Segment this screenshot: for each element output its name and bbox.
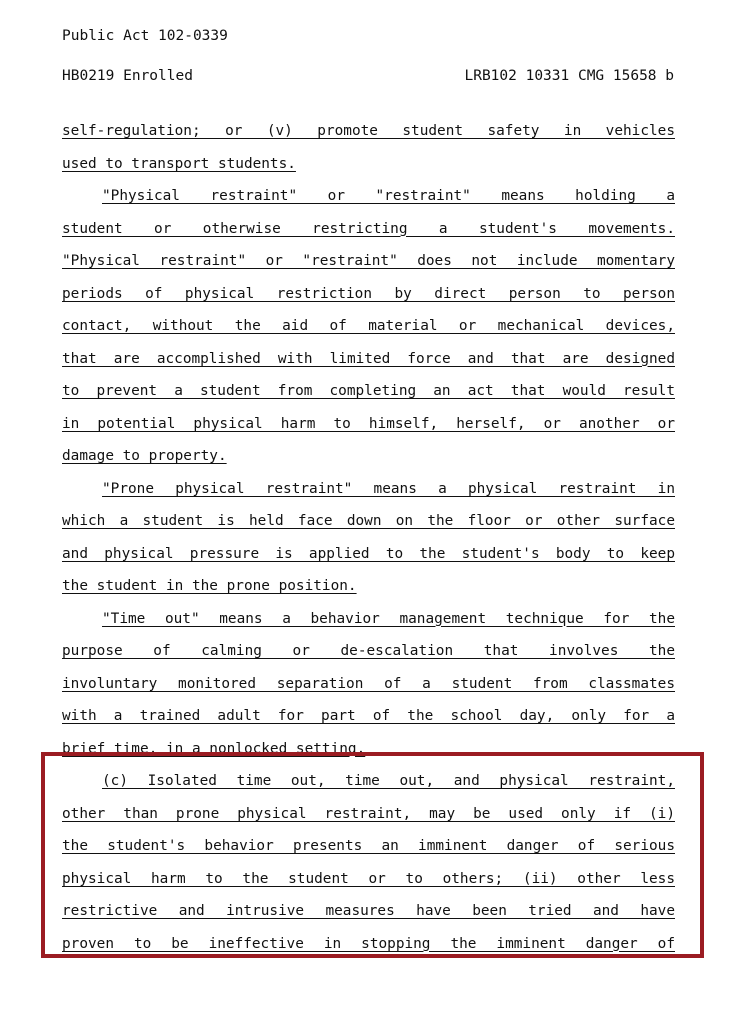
text-line: brief time, in a nonlocked setting. bbox=[62, 740, 366, 757]
text-line: "Physical restraint" or "restraint" does not include momentary bbox=[62, 253, 675, 269]
text-line: contact, without the aid of material or mechanical devices, bbox=[62, 318, 675, 334]
text-line: proven to be ineffective in stopping the imminent danger of bbox=[62, 935, 675, 952]
text-line: student or otherwise restricting a student's movements. bbox=[62, 220, 675, 237]
text-line: "Time out" means a behavior management technique for the bbox=[102, 610, 675, 627]
text-line: which a student is held face down on the floor or other surface bbox=[62, 513, 675, 529]
text-line: physical harm to the student or to others; (ii) other less bbox=[62, 870, 675, 887]
highlight-box bbox=[41, 752, 704, 958]
text-line: periods of physical restriction by direct person to person bbox=[62, 285, 675, 302]
public-act-number: Public Act 102-0339 bbox=[62, 28, 228, 44]
text-line: (c) Isolated time out, time out, and physical restraint, bbox=[102, 773, 675, 789]
text-line: to prevent a student from completing an act that would result bbox=[62, 383, 675, 399]
text-line: used to transport students. bbox=[62, 155, 296, 172]
text-line: restrictive and intrusive measures have been tried and have bbox=[62, 903, 675, 919]
text-line: "Physical restraint" or "restraint" means holding a bbox=[102, 188, 675, 204]
bill-number: HB0219 Enrolled bbox=[62, 68, 193, 84]
text-line: involuntary monitored separation of a student from classmates bbox=[62, 675, 675, 692]
text-line: other than prone physical restraint, may be used only if (i) bbox=[62, 805, 675, 822]
text-line: the student in the prone position. bbox=[62, 578, 357, 594]
text-line: the student's behavior presents an imminent danger of serious bbox=[62, 838, 675, 854]
text-line: in potential physical harm to himself, herself, or another or bbox=[62, 415, 675, 432]
text-line: with a trained adult for part of the school day, only for a bbox=[62, 708, 675, 724]
text-line: damage to property. bbox=[62, 448, 227, 464]
text-line: that are accomplished with limited force and that are designed bbox=[62, 350, 675, 367]
text-line: purpose of calming or de-escalation that involves the bbox=[62, 643, 675, 659]
text-line: "Prone physical restraint" means a physical restraint in bbox=[102, 480, 675, 497]
lrb-reference: LRB102 10331 CMG 15658 b bbox=[464, 68, 674, 84]
text-line: and physical pressure is applied to the student's body to keep bbox=[62, 545, 675, 562]
text-line: self-regulation; or (v) promote student safety in vehicles bbox=[62, 123, 675, 139]
